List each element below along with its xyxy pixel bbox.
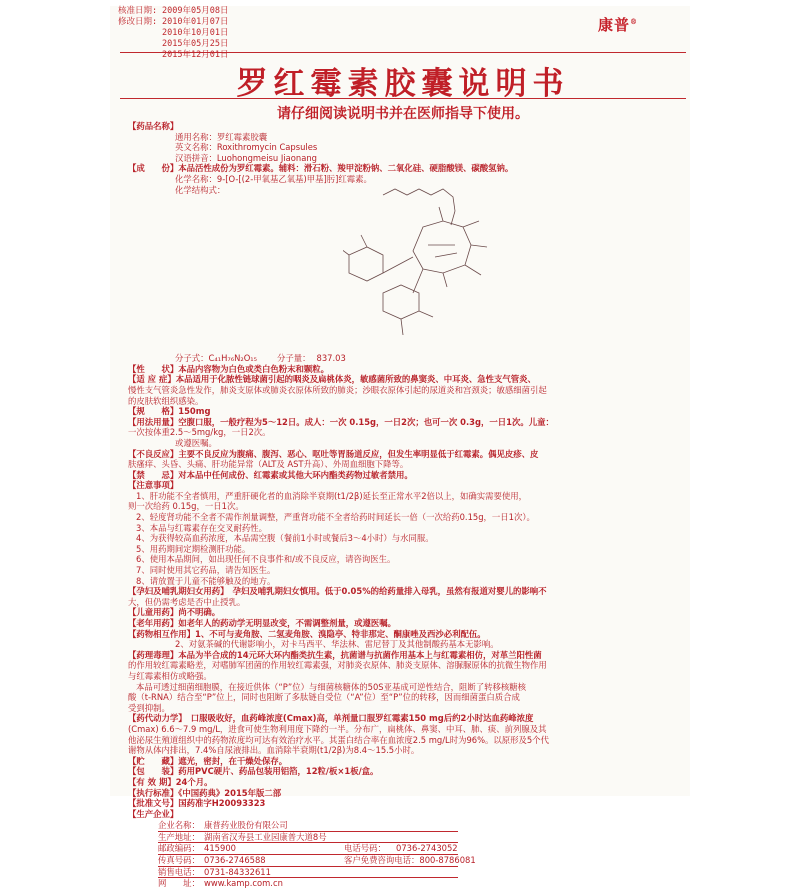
text-line: 8、请放置于儿童不能够触及的地方。	[136, 575, 276, 586]
text-line: 【儿童用药】尚不明确。	[128, 607, 221, 618]
text-line: 【老年用药】如老年人的药动学无明显改变，不需调整剂量，或遵医嘱。	[128, 618, 396, 628]
text-line: 英文名称：Roxithromycin Capsules	[175, 142, 318, 153]
text-line: 【用法用量】空腹口服，一般疗程为5～12日。成人：一次 0.15g，一日2次；也可一次 0.3g，一日1次。儿童：	[128, 416, 554, 427]
text-line: 【药理毒理】本品为半合成的14元环大环内酯类抗生素，抗菌谱与抗菌作用基本上与红霉素相仿，对革兰阳性菌	[128, 649, 542, 660]
text-line: 化学名称：9-[O-[(2-甲氧基乙氧基)甲基]肟]红霉素。	[175, 173, 372, 184]
title-rule-bottom	[120, 98, 686, 99]
leaflet-sections	[128, 364, 676, 820]
text-line: 5、用药期间定期检测肝功能。	[136, 543, 251, 554]
approval-date: 核准日期: 2009年05月08日	[118, 6, 229, 16]
title-rule-top	[120, 52, 686, 53]
text-line: 通用名称：罗红霉素胶囊	[175, 131, 268, 142]
structure-diagram-icon	[343, 187, 493, 347]
text-line: 【注意事项】	[128, 480, 179, 491]
drug-name-section	[128, 121, 676, 195]
text-line: 【成 份】本品活性成份为罗红霉素。辅料：滑石粉、羧甲淀粉钠、二氧化硅、硬脂酸镁、碳酸氢钠。	[128, 163, 514, 174]
text-line: 【不良反应】主要不良反应为腹痛、腹泻、恶心、呕吐等胃肠道反应，但发生率明显低于红霉素。偶见皮疹、皮	[128, 448, 539, 459]
text-line: 他泌尿生殖道组织中的药物浓度均可达有效治疗水平。其蛋白结合率在血浓度2.5 mg/L时为96%。以原形及5个代	[128, 734, 550, 745]
text-line: 则一次给药 0.15g，一日1次。	[128, 501, 244, 512]
text-line: 【规 格】150mg	[128, 406, 211, 417]
chemical-structure	[128, 195, 676, 353]
text-line: 【贮 藏】遮光，密封，在干燥处保存。	[128, 755, 288, 766]
text-line: 化学结构式：	[175, 184, 226, 195]
text-line: 7、同时使用其它药品，请告知医生。	[136, 565, 276, 576]
text-line: 1、肝功能不全者慎用，严重肝硬化者的血消除半衰期(t1/2β)延长至正常水平2倍以上，如确实需要使用，	[136, 490, 528, 501]
text-line: 2、轻度肾功能不全者不需作剂量调整，严重肾功能不全者给药时间延长一倍（一次给药0.15g，一日1次）。	[136, 512, 535, 523]
revision-date: 2015年12月01日	[162, 50, 229, 60]
text-line: 2、对氨茶碱的代谢影响小，对卡马西平、华法林、雷尼替丁及其他制酸药基本无影响。	[175, 639, 499, 650]
text-line: 【有 效 期】24个月。	[128, 776, 213, 787]
text-line: 酸（t-RNA）结合至“P”位上，同时也阻断了多肽链自受位（“A”位）至“P”位的转移，因而细菌蛋白质合成	[128, 692, 520, 703]
brand-logo: 康普®	[598, 16, 639, 34]
page-title: 罗红霉素胶囊说明书	[236, 66, 570, 102]
text-line: 的皮肤软组织感染。	[128, 395, 204, 406]
text-line: 【药代动力学】 口服吸收好，血药峰浓度(Cmax)高，单剂量口服罗红霉素150 mg后约2小时达血药峰浓度	[128, 713, 534, 724]
text-line: 【药物相互作用】1、不可与麦角胺、二氢麦角胺、溴隐亭、特非那定、酮康唑及西沙必利配伍。	[128, 628, 486, 639]
manufacturer-info: 企业名称： 康普药业股份有限公司 生产地址： 湖南省汉寿县工业园康普大道8号 邮政编码： 415900 电话号码： 0736-2743052 传真号码： 0736-2746588 客户免费咨询电话：800-8786081 销售电话： 0731-84332611 网 址： www.kamp.com.cn	[158, 820, 476, 889]
text-line: 或遵医嘱。	[175, 437, 217, 448]
page-subtitle: 请仔细阅读说明书并在医师指导下使用。	[277, 106, 529, 122]
revision-date: 2015年05月25日	[162, 39, 229, 49]
text-line: 一次按体重2.5～5mg/kg，一日2次。	[128, 427, 271, 438]
text-line: 6、使用本品期间，如出现任何不良事件和/或不良反应，请咨询医生。	[136, 554, 396, 565]
text-line: 谢物从体内排出，7.4%自尿液排出。血消除半衰期(t1/2β)为8.4～15.5小时。	[128, 745, 420, 756]
text-line: (Cmax) 6.6～7.9 mg/L，进食可使生物利用度下降约一半。分布广，扁桃体、鼻窦、中耳、肺、痰、前列腺及其	[128, 723, 547, 734]
text-line: 【禁 忌】对本品中任何成份、红霉素或其他大环内酯类药物过敏者禁用。	[128, 469, 413, 480]
text-line: 【生产企业】	[128, 808, 179, 819]
text-line: 【性 状】本品内容物为白色或类白色粉末和颗粒。	[128, 363, 329, 374]
text-line: 【适 应 症】本品适用于化脓性链球菌引起的咽炎及扁桃体炎，敏感菌所致的鼻窦炎、中耳炎、急性支气管炎、	[128, 374, 536, 385]
text-line: 【执行标准】《中国药典》2015年版二部	[128, 787, 282, 798]
text-line: 【孕妇及哺乳期妇女用药】 孕妇及哺乳期妇女慎用。低于0.05%的给药量排入母乳，虽然有报道对婴儿的影响不	[128, 586, 547, 597]
text-line: 3、本品与红霉素存在交叉耐药性。	[136, 522, 267, 533]
text-line: 4、为获得较高血药浓度，本品需空腹（餐前1小时或餐后3～4小时）与水同服。	[136, 533, 434, 544]
leaflet-body	[128, 121, 676, 889]
text-line: 的作用较红霉素略差，对嗜肺军团菌的作用较红霉素强，对肺炎衣原体、肺炎支原体、溶脲脲原体的抗微生物作用	[128, 660, 547, 671]
text-line: 【批准文号】国药准字H20093323	[128, 798, 266, 809]
text-line: 本品可透过细菌细胞膜，在接近供体（“P”位）与细菌核糖体的50S亚基成可逆性结合，阻断了转移核糖核	[136, 681, 526, 692]
text-line: 慢性支气管炎急性发作，肺炎支原体或肺炎衣原体所致的肺炎；沙眼衣原体引起的尿道炎和宫颈炎；敏感细菌引起	[128, 384, 547, 395]
text-line: 受到抑制。	[128, 702, 170, 713]
revision-date: 修改日期: 2010年01月07日	[118, 17, 229, 27]
formula-line: 分子式：C₄₁H₇₆N₂O₁₅ 分子量： 837.03	[175, 353, 346, 364]
text-line: 汉语拼音：Luohongmeisu Jiaonang	[175, 152, 317, 163]
text-line: 大，但仍需考虑是否中止授乳。	[128, 596, 246, 607]
revision-date: 2010年10月01日	[162, 28, 229, 38]
text-line: 与红霉素相仿或略强。	[128, 670, 212, 681]
text-line: 肤瘙痒、头昏、头痛、肝功能异常（ALT及 AST升高）、外周血细胞下降等。	[128, 459, 409, 470]
text-line: 【药品名称】	[128, 121, 179, 131]
text-line: 【包 装】药用PVC硬片、药品包装用铝箔，12粒/板×1板/盒。	[128, 766, 379, 777]
